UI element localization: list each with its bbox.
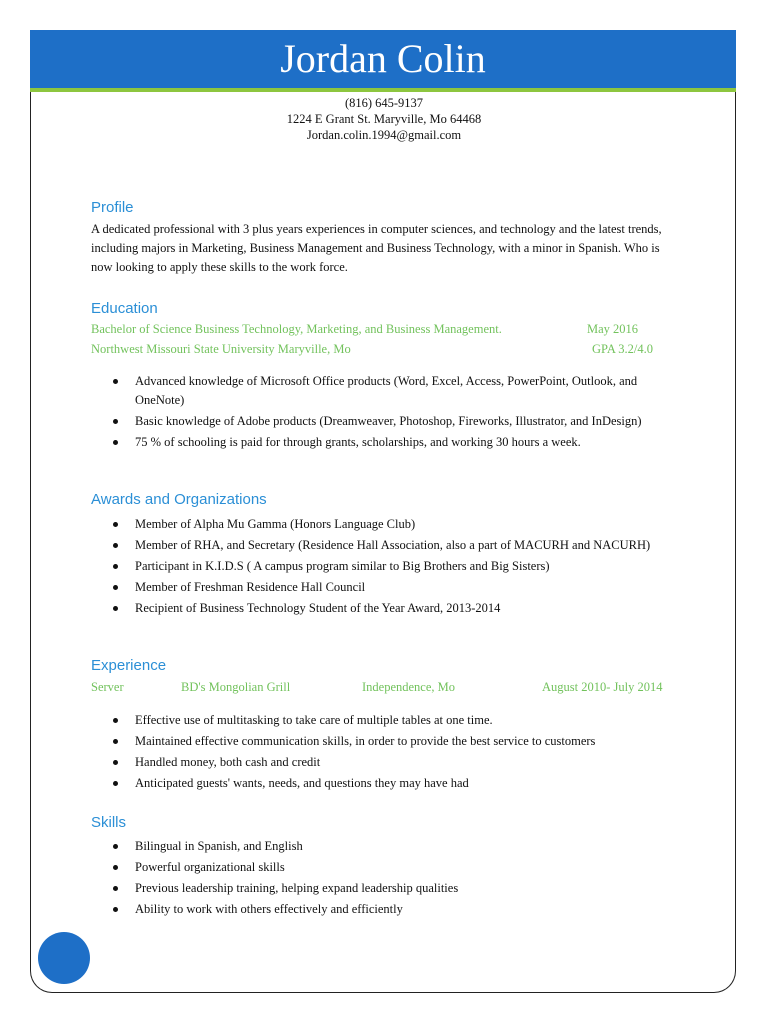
profile-heading: Profile [91,199,134,216]
experience-location: Independence, Mo [362,680,456,694]
list-item: Bilingual in Spanish, and English [91,837,681,856]
education-degree: Bachelor of Science Business Technology, Marketing, and Business Management. [91,322,502,336]
experience-role: Server [91,680,124,694]
contact-email: Jordan.colin.1994@gmail.com [306,128,462,142]
list-item: Participant in K.I.D.S ( A campus program similar to Big Brothers and Big Sisters) [91,557,681,576]
list-item: Member of Alpha Mu Gamma (Honors Language Club) [91,515,681,534]
contact-block [0,95,768,143]
list-item: Powerful organizational skills [91,858,681,877]
awards-heading: Awards and Organizations [91,491,267,508]
list-item: Previous leadership training, helping expand leadership qualities [91,879,681,898]
list-item: Advanced knowledge of Microsoft Office products (Word, Excel, Access, PowerPoint, Outlook, and OneNote) [91,372,681,409]
profile-text: A dedicated professional with 3 plus years experiences in computer sciences, and technology and the latest trends, including majors in Marketing, Business Management and Business Technology, with a minor in Spanish. Who is now looking to apply these skills to the work force. [91,222,662,274]
education-gpa: GPA 3.2/4.0 [592,342,654,356]
experience-heading: Experience [91,657,167,674]
list-item: Maintained effective communication skills, in order to provide the best service to customers [91,732,681,751]
decorative-circle [38,932,90,984]
experience-dates: August 2010- July 2014 [542,680,663,694]
candidate-name: Jordan Colin [280,36,486,81]
skills-heading: Skills [91,814,127,831]
header-banner [30,30,736,88]
list-item: Handled money, both cash and credit [91,753,681,772]
list-item: Member of Freshman Residence Hall Council [91,578,681,597]
contact-phone: (816) 645-9137 [344,96,424,110]
education-list [91,372,681,454]
list-item: Ability to work with others effectively and efficiently [91,900,681,919]
list-item: 75 % of schooling is paid for through grants, scholarships, and working 30 hours a week. [91,433,681,452]
list-item: Effective use of multitasking to take care of multiple tables at one time. [91,711,681,730]
skills-list [91,837,681,921]
list-item: Basic knowledge of Adobe products (Dreamweaver, Photoshop, Fireworks, Illustrator, and InDesign) [91,412,681,431]
education-heading: Education [91,300,158,317]
list-item: Anticipated guests' wants, needs, and questions they may have had [91,774,681,793]
education-date: May 2016 [587,322,639,336]
experience-company: BD's Mongolian Grill [181,680,291,694]
list-item: Member of RHA, and Secretary (Residence Hall Association, also a part of MACURH and NACURH) [91,536,681,555]
contact-address: 1224 E Grant St. Maryville, Mo 64468 [286,112,482,126]
list-item: Recipient of Business Technology Student of the Year Award, 2013-2014 [91,599,681,618]
experience-list [91,711,681,795]
education-school: Northwest Missouri State University Maryville, Mo [91,342,351,356]
awards-list [91,515,681,620]
